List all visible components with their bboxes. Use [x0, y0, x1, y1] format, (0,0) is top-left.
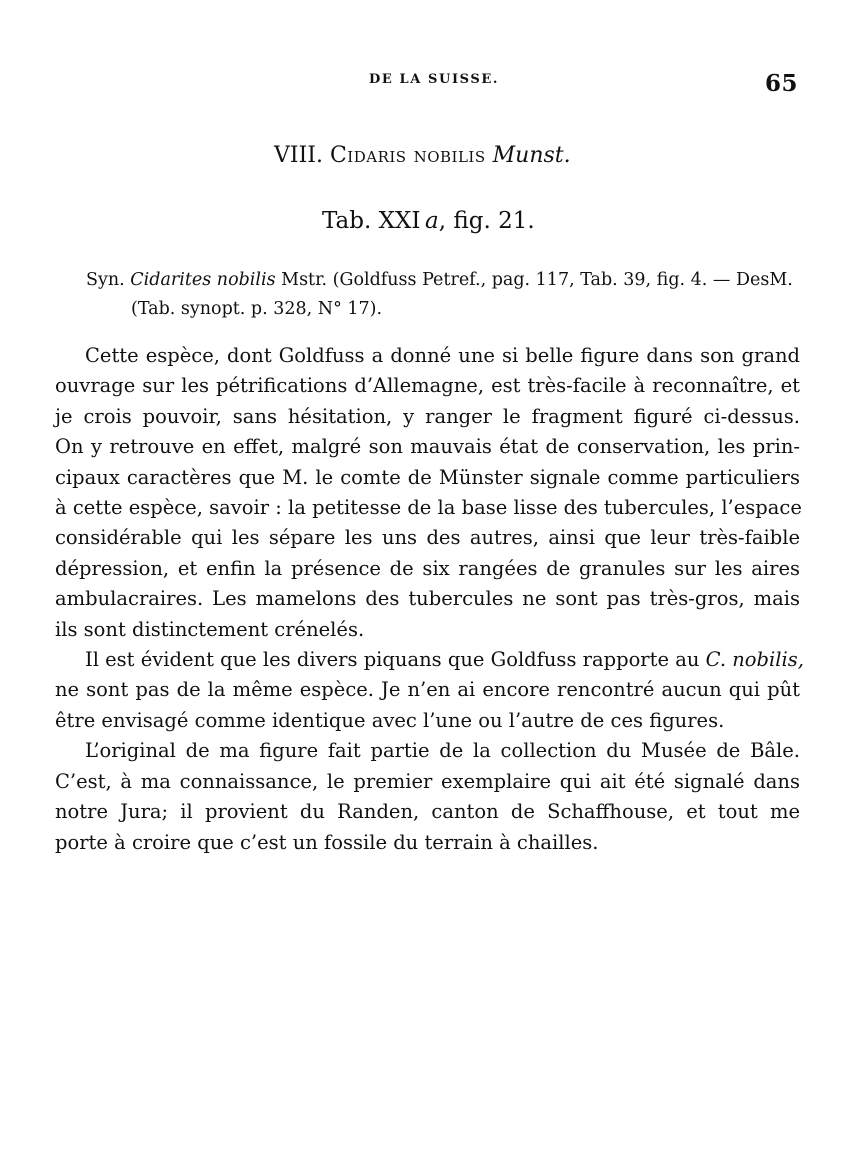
body-text: [55, 341, 804, 858]
synonymy-citation: Mstr. (Goldfuss Petref., pag. 117, Tab. 39, fig. 4. — DesM.: [275, 270, 793, 290]
plate-tab: Tab. XXI: [322, 208, 421, 234]
species-author: Munst.: [492, 143, 571, 168]
paragraph-1-line: je crois pouvoir, sans hésitation, y ranger le fragment figuré ci-dessus.: [55, 404, 800, 428]
genus-name: Cidaris: [329, 143, 407, 168]
paragraph-1-line: à cette espèce, savoir : la petitesse de la base lisse des tubercules, l’espace: [55, 496, 802, 520]
paragraph-1-line: dépression, et enfin la présence de six rangées de granules sur les aires: [55, 556, 800, 580]
paragraph-1-line: cipaux caractères que M. le comte de Münster signale comme particuliers: [55, 465, 800, 489]
running-head: DE LA SUISSE.: [369, 72, 499, 87]
paragraph-1-line: considérable qui les sépare les uns des autres, ainsi que leur très-faible: [55, 526, 800, 550]
paragraph-3-line: C’est, à ma connaissance, le premier exemplaire qui ait été signalé dans: [55, 769, 800, 793]
synonymy-taxon: Cidarites nobilis: [130, 270, 276, 290]
paragraph-1-line: On y retrouve en effet, malgré son mauvais état de conservation, les prin-: [55, 435, 800, 459]
paragraph-3-line: notre Jura; il provient du Randen, canton de Schaffhouse, et tout me: [55, 800, 800, 824]
synonymy-prefix: Syn.: [86, 270, 131, 290]
paragraph-1-line: Cette espèce, dont Goldfuss a donné une si belle figure dans son grand: [85, 344, 800, 367]
paragraph-1-line: ils sont distinctement crénelés.: [55, 617, 365, 641]
synonymy-line-1: [86, 266, 806, 295]
synonymy: [86, 266, 806, 324]
plate-fig: , fig. 21.: [438, 208, 535, 234]
plate-tab-letter: a: [425, 208, 439, 234]
species-name: nobilis: [413, 143, 486, 168]
plate-reference: [322, 208, 535, 234]
section-heading: [274, 143, 571, 168]
synonymy-line-2: (Tab. synopt. p. 328, N° 17).: [131, 299, 383, 319]
paragraph-2-text: Il est évident que les divers piquans que Goldfuss rapporte au: [85, 648, 706, 672]
section-numeral: VIII.: [274, 143, 323, 168]
page-number: 65: [764, 70, 798, 97]
paragraph-2-line: être envisagé comme identique avec l’une ou l’autre de ces figures.: [55, 708, 725, 732]
paragraph-2-line: [55, 645, 804, 675]
paragraph-3-line: porte à croire que c’est un fossile du terrain à chailles.: [55, 830, 599, 854]
paragraph-3-line: L’original de ma figure fait partie de la collection du Musée de Bâle.: [85, 739, 800, 763]
paragraph-1-line: ouvrage sur les pétrifications d’Allemagne, est très-facile à reconnaître, et: [55, 374, 800, 398]
paragraph-2-line: ne sont pas de la même espèce. Je n’en ai encore rencontré aucun qui pût: [55, 678, 800, 702]
paragraph-2-taxon: C. nobilis,: [705, 648, 804, 672]
paragraph-1-line: ambulacraires. Les mamelons des tubercules ne sont pas très-gros, mais: [55, 587, 800, 611]
